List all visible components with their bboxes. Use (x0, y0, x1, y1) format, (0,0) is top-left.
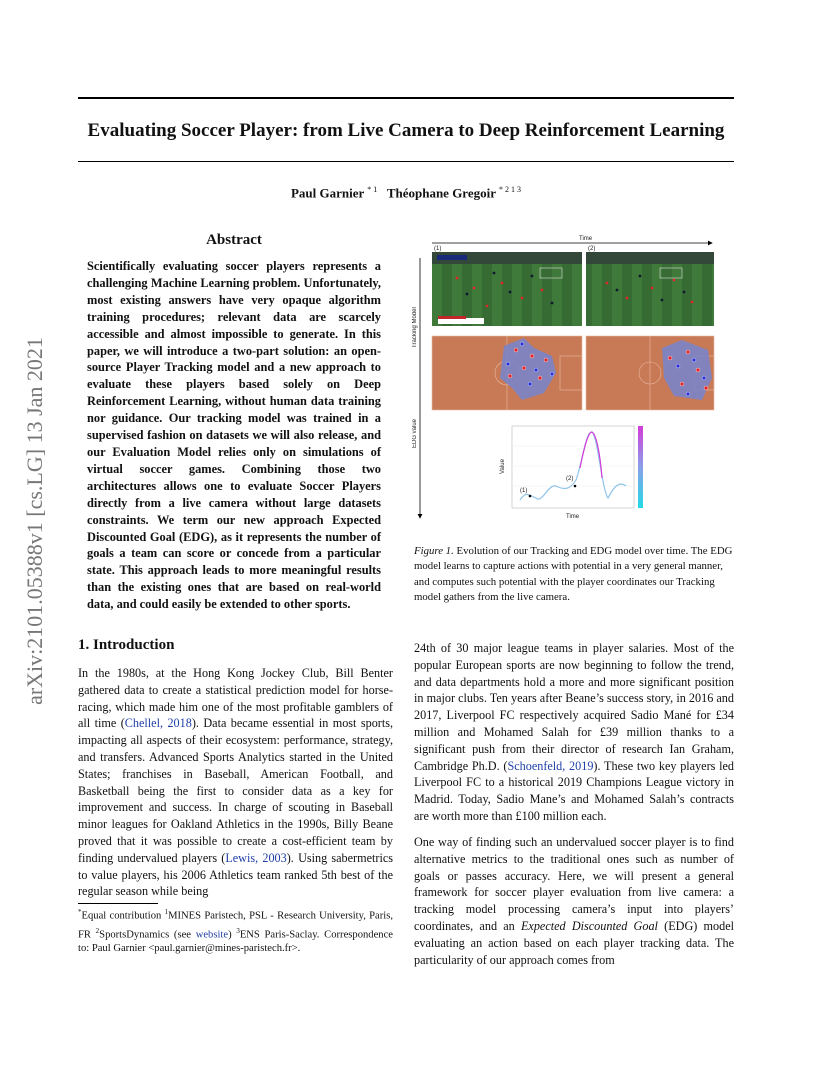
plot-marker-2: (2) (566, 476, 574, 482)
website-link[interactable]: website (195, 929, 229, 941)
figure-caption: Figure 1. Evolution of our Tracking and EDG model over time. The EDG model learns to capture actions with potential in a very general manner, and computes such potential with the player coordinates our Tracking model gathers from the live camera. (414, 545, 733, 603)
arxiv-id: arXiv:2101.05388v1 [cs.LG] 13 Jan 2021 (22, 337, 47, 705)
footnote-rule (78, 903, 158, 904)
plot-ylabel: Value (500, 459, 506, 474)
citation-link[interactable]: Schoenfeld, 2019 (507, 758, 594, 773)
citation-link[interactable]: Lewis, 2003 (225, 850, 287, 865)
figure-1 (412, 228, 732, 528)
citation-link[interactable]: Chellel, 2018 (124, 716, 192, 731)
tracking-label: Tracking Model (412, 307, 418, 348)
author-marks: * 2 1 3 (499, 185, 522, 194)
tracking-pitch-1 (432, 336, 582, 410)
intro-paragraph: 24th of 30 major league teams in player salaries. Most of the popular European sports are now beginning to follow the trend, and data departments hold a more and more significant position in major clubs. Ten years after Beane’s success story, in 2016 and 2017, Liverpool FC respectively acquired Sadio Mané for £34 million and Mohamed Salah for £39 million thanks to a significant push from their director of research Ian Graham, Cambridge Ph.D. (Schoenfeld, 2019). These two key players led Liverpool FC to a historical 2019 Champions League victory in Madrid. Today, Sadio Mane’s and Mohamed Salah’s contracts are worth more than £100 million each. (414, 641, 735, 823)
edg-label: EDG value (412, 418, 418, 448)
section-heading: 1. Introduction (78, 637, 175, 653)
figure-label: Figure 1. (414, 545, 454, 557)
frame1-label: (1) (434, 246, 442, 252)
time-label: Time (579, 236, 593, 242)
camera-frame-1 (432, 252, 582, 326)
frame2-label: (2) (588, 246, 596, 252)
author-name: Paul Garnier (290, 185, 365, 201)
footnote: *Equal contribution $^1$MINES Paristech, PSL - Research University, Paris, FR $^2$SportsDynamics (see website) $^3$ENS Paris-Saclay. Correspondence to: Paul Garnier <paul.garnier@mines-paristech.fr>. (78, 908, 393, 955)
paper-title: Evaluating Soccer Player: from Live Camera to Deep Reinforcement Learning (87, 120, 725, 141)
title-bottom-rule (78, 161, 734, 162)
edg-plot (500, 426, 643, 520)
abstract-heading: Abstract (206, 232, 262, 248)
author-name: Théophane Gregoir (386, 185, 496, 201)
colorbar (638, 426, 643, 508)
plot-marker-1: (1) (520, 488, 528, 494)
author-list (78, 185, 734, 201)
camera-frame-2 (586, 252, 714, 326)
abstract-text: Scientifically evaluating soccer players represents a challenging Machine Learning problem. Unfortunately, most existing answers have very opaque algorithm training procedures; relevant data are scarcely accessible and almost impossible to generate. In this paper, we will introduce a two-part solution: an open-source Player Tracking model and a new approach to evaluate these players based solely on Deep Reinforcement Learning, without human data training nor guidance. Our tracking model was trained in a supervised fashion on datasets we will also release, and our Evaluation Model relies only on simulations of virtual soccer games. Combining those two architectures allows one to evaluate Soccer Players directly from a live camera without large datasets constraints. We term our new approach Expected Discounted Goal (EDG), as it represents the number of goals a team can score or concede from a particular state. This approach leads to more meaningful results than the existing ones that are based on real-world data, and could easily be extended to other sports. (87, 259, 381, 612)
intro-paragraph: One way of finding such an undervalued soccer player is to find alternative metrics to the traditional ones such as number of goals or passes accuracy. Here, we will present a general framework for soccer player evaluation from live camera: a tracking model processing camera’s input into players’ coordinates, and an Expected Discounted Goal (EDG) model evaluating an action based on each player tracking data. The particularity of our approach comes from (414, 835, 734, 967)
tracking-pitch-2 (586, 336, 714, 410)
arxiv-sidebar (10, 296, 60, 746)
author-marks: * 1 (367, 185, 378, 194)
top-rule (78, 97, 734, 99)
intro-paragraph: In the 1980s, at the Hong Kong Jockey Club, Bill Benter gathered data to create a statistical prediction model for horse-racing, which made him one of the most profitable gamblers of all time (Chellel, 2018). Data became essential in most sports, impacting all aspects of their ecosystem: performance, strategy, and transfers. Advanced Sports Analytics started in the United States; franchises in Baseball, American Football, and Basketball being the first to consider data as a key for improvement and success. In charge of scouting in Baseball minor leagues for Oakland Athletics in the 1990s, Billy Beane proved that it was possible to create a cost-efficient team by finding undervalued players (Lewis, 2003). Using sabermetrics to value players, his 2006 Athletics team ranked 5th best of the regular season while being (78, 666, 394, 899)
plot-xlabel: Time (566, 514, 580, 520)
